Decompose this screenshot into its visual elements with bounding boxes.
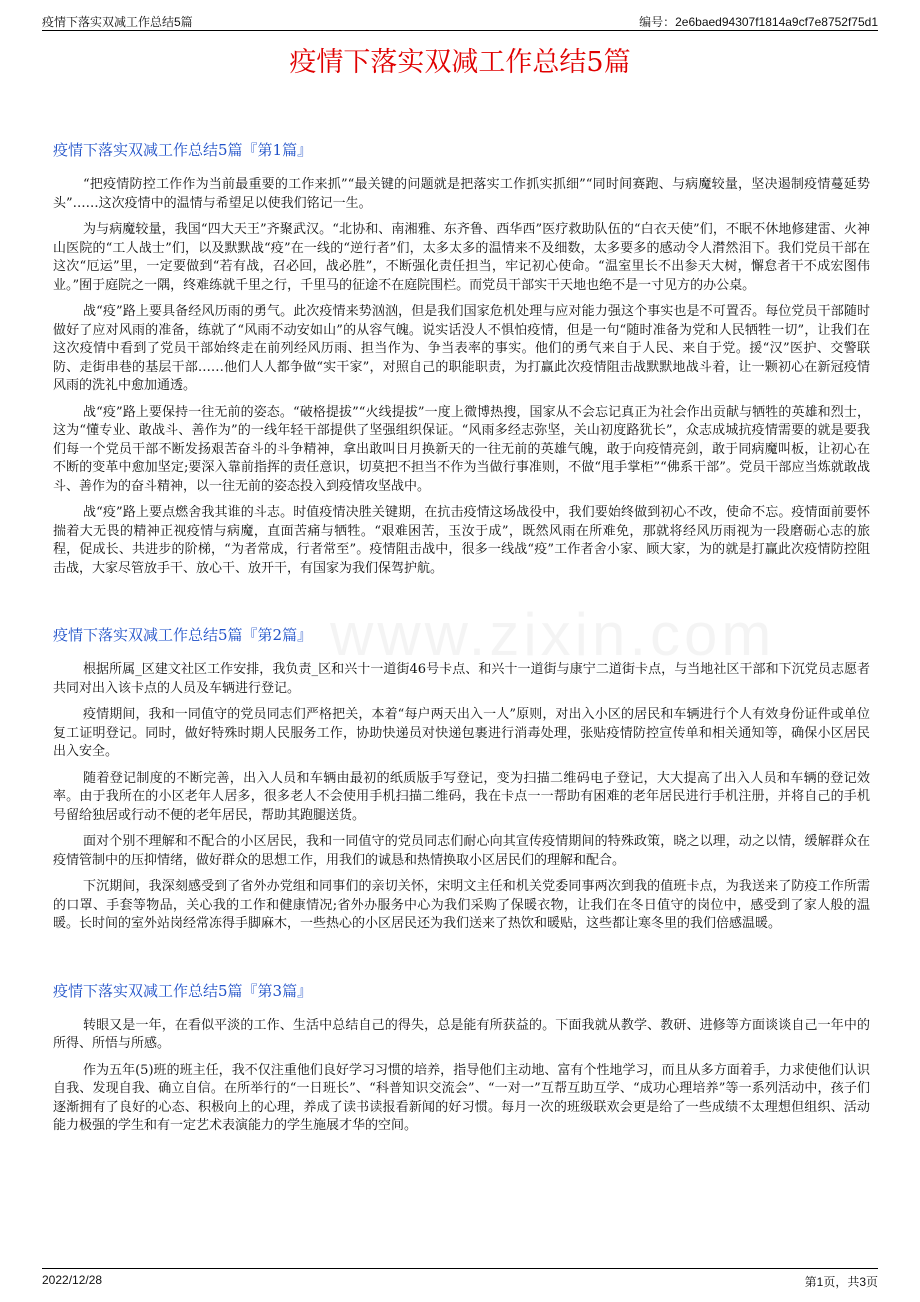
section-1 — [53, 138, 870, 578]
header-doc-id: 编号：2e6baed94307f1814a9cf7e8752f75d1 — [639, 15, 878, 29]
section-title: 疫情下落实双减工作总结5篇『第3篇』 — [53, 981, 313, 1000]
paragraph: 根据所属_区建文社区工作安排，我负责_区和兴十一道街46号卡点、和兴十一道街与康宁二道街卡点，与当地社区干部和下沉党员志愿者共同对出入该卡点的人员及车辆进行登记。 — [53, 662, 870, 696]
paragraph: 下沉期间，我深刻感受到了省外办党组和同事们的亲切关怀，宋明文主任和机关党委同事两次到我的值班卡点，为我送来了防疫工作所需的口罩、手套等物品，关心我的工作和健康情况;省外办服务中心为我们采购了保暖衣物，让我们在冬日值守的岗位中，感受到了家人般的温暖。长时间的室外站岗经常冻得手脚麻木，一些热心的小区居民还为我们送来了热饮和暖贴，这些都让寒冬里的我们倍感温暖。 — [53, 879, 870, 931]
header-doc-title: 疫情下落实双减工作总结5篇 — [42, 15, 193, 29]
section-title: 疫情下落实双减工作总结5篇『第2篇』 — [53, 626, 313, 644]
paragraph: 随着登记制度的不断完善，出入人员和车辆由最初的纸质版手写登记，变为扫描二维码电子登记，大大提高了出入人员和车辆的登记效率。由于我所在的小区老年人居多，很多老人不会使用手机扫描二维码，我在卡点一一帮助有困难的老年居民进行手机注册，并将自己的手机号留给独居或行动不便的老年居民，帮助其跑腿送货。 — [53, 770, 870, 823]
page-footer — [42, 1268, 878, 1291]
page-header — [42, 10, 878, 31]
paragraph: 战“疫”路上要具备经风历雨的勇气。此次疫情来势汹汹，但是我们国家危机处理与应对能力强这个事实也是不可置否。每位党员干部随时做好了应对风雨的准备，练就了“风雨不动安如山”的从容气魄。说实话没人不惧怕疫情，但是一句“随时准备为党和人民牺牲一切”，让我们在这次疫情中看到了党员干部始终走在前列经风历雨、担当作为、争当表率的事实。他们的勇气来自于人民、来自于党。援“汉”医护、交警联防、走街串巷的基层干部……他们人人都争做“实干家”，对照自己的职能职责，为打赢此次疫情阻击战默默地战斗着，让一颗初心在新冠疫情风雨的洗礼中愈加通透。 — [53, 304, 870, 393]
paragraph: “把疫情防控工作作为当前最重要的工作来抓”“最关键的问题就是把落实工作抓实抓细”“同时间赛跑、与病魔较量，坚决遏制疫情蔓延势头”……这次疫情中的温情与希望足以使我们铭记一生。 — [53, 177, 870, 211]
paragraph: 战“疫”路上要点燃舍我其谁的斗志。时值疫情决胜关键期，在抗击疫情这场战役中，我们要始终做到初心不改，使命不忘。疫情面前要怀揣着大无畏的精神正视疫情与病魔，直面苦痛与牺牲。“艰难困苦，玉汝于成”，既然风雨在所难免，那就将经风历雨视为一段磨砺心志的旅程，促成长、共进步的阶梯，“为者常成，行者常至”。疫情阻击战中，很多一线战“疫”工作者舍小家、顾大家，为的就是打赢此次疫情防控阻击战，大家尽管放手干、放心干、放开干，有国家为我们保驾护航。 — [53, 505, 870, 576]
paragraph: 面对个别不理解和不配合的小区居民，我和一同值守的党员同志们耐心向其宣传疫情期间的特殊政策，晓之以理，动之以情，缓解群众在疫情管制中的压抑情绪，做好群众的思想工作，用我们的诚恳和热情换取小区居民们的理解和配合。 — [53, 834, 870, 868]
paragraph: 作为五年(5)班的班主任，我不仅注重他们良好学习习惯的培养，指导他们主动地、富有个性地学习，而且从多方面着手，力求使他们认识自我、发现自我、确立自信。在所举行的“一日班长”、“科普知识交流会”、“一对一”互帮互助互学、“成功心理培养”等一系列活动中，孩子们逐渐拥有了良好的心态、积极向上的心理，养成了读书读报看新闻的好习惯。每月一次的班级联欢会更是给了一些成绩不太理想但组织、活动能力极强的学生和有一定艺术表演能力的学生施展才华的空间。 — [53, 1062, 870, 1133]
document-title: 疫情下落实双减工作总结5篇 — [289, 47, 631, 78]
footer-date: 2022/12/28 — [42, 1273, 103, 1287]
document-body — [53, 138, 870, 1144]
paragraph: 战“疫”路上要保持一往无前的姿态。“破格提拔”“火线提拔”一度上微博热搜，国家从不会忘记真正为社会作出贡献与牺牲的英雄和烈士，这为“懂专业、敢战斗、善作为”的一线年轻干部提供了坚强组织保证。“风雨多经志弥坚，关山初度路犹长”，众志成城抗疫情需要的就是要我们每一个党员干部不断发扬艰苦奋斗的斗争精神，拿出敢叫日月换新天的一往无前的英雄气魄，敢于向疫情亮剑，敢于同病魔叫板，让初心在不断的变革中愈加坚定;要深入靠前指挥的责任意识，切莫把不担当不作为当做行事准则，不做“甩手掌柜”“佛系干部”。党员干部应当炼就敢战斗、善作为的奋斗精神，以一往无前的姿态投入到疫情攻坚战中。 — [53, 404, 870, 494]
paragraph: 为与病魔较量，我国“四大天王”齐聚武汉。“北协和、南湘雅、东齐鲁、西华西”医疗救助队伍的“白衣天使”们，不眠不休地修建雷、火神山医院的“工人战士”们，以及默默战“疫”在一线的“逆行者”们，太多太多的温情来不及细数，太多要多的感动令人潸然泪下。我们党员干部在这次“厄运”里，一定要做到“若有战，召必回，战必胜”，不断强化责任担当，牢记初心使命。“温室里长不出参天大树，懈怠者干不成宏图伟业。”囿于庭院之一隅，终难练就千里之行，千里马的征途不在庭院围栏。而党员干部实干天地也绝不是一寸见方的办公桌。 — [53, 222, 870, 293]
paragraph: 疫情期间，我和一同值守的党员同志们严格把关，本着“每户两天出入一人”原则，对出入小区的居民和车辆进行个人有效身份证件或单位复工证明登记。同时，做好特殊时期人民服务工作，协助快递员对快递包裹进行消毒处理，张贴疫情防控宣传单和相关通知等，确保小区居民出入安全。 — [53, 707, 870, 759]
section-3 — [53, 979, 870, 1136]
section-2 — [53, 623, 870, 934]
paragraph: 转眼又是一年，在看似平淡的工作、生活中总结自己的得失，总是能有所获益的。下面我就从教学、教研、进修等方面谈谈自己一年中的所得、所悟与所感。 — [53, 1017, 870, 1051]
page-number: 第1页，共3页 — [804, 1275, 878, 1289]
section-title: 疫情下落实双减工作总结5篇『第1篇』 — [53, 141, 313, 159]
